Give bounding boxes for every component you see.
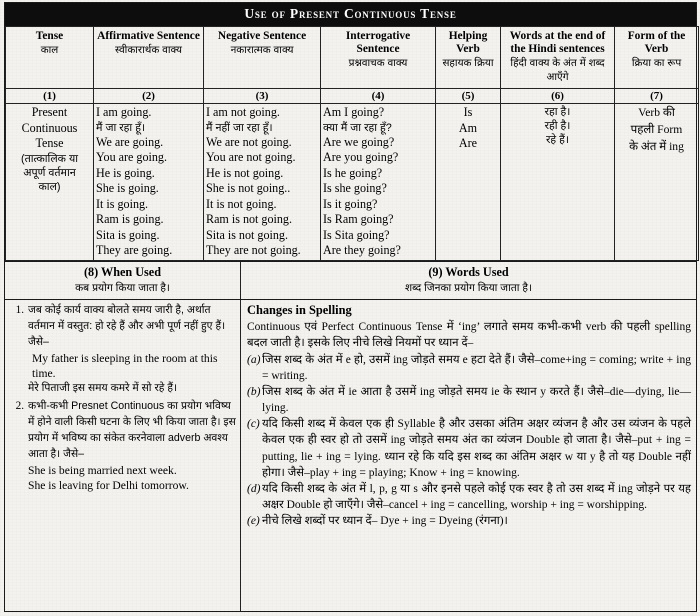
interrogative-line: Is Sita going? <box>323 227 390 242</box>
when-used-list <box>9 303 236 493</box>
tense-hi-2: अपूर्ण वर्तमान <box>23 166 76 179</box>
col-number-1: (1) <box>6 89 94 104</box>
tense-line-1: Present <box>31 105 68 120</box>
list-item-content <box>28 303 236 397</box>
when-used-title: (8) When Used <box>84 265 161 280</box>
cell-hindi-endings <box>501 104 615 261</box>
affirmative-line: Ram is going. <box>96 212 164 227</box>
affirmative-line: He is going. <box>96 165 155 180</box>
tense-line-2: Continuous <box>21 120 78 135</box>
col-number-4: (4) <box>321 89 436 104</box>
list-item-marker: 2. <box>15 400 24 413</box>
header-negative <box>204 26 321 89</box>
hindi-ending-item: रही है। <box>544 120 571 133</box>
words-used-header <box>241 262 696 299</box>
header-form-verb-en: Form of the Verb <box>627 29 686 55</box>
tense-hi-3: काल) <box>38 180 61 193</box>
header-helping-verb-en: Helping Verb <box>448 29 488 55</box>
header-affirmative-en: Affirmative Sentence <box>97 29 200 42</box>
col-number-3: (3) <box>204 89 321 104</box>
tense-table-frame <box>4 2 697 612</box>
header-interrogative-hi: प्रश्नवाचक वाक्य <box>348 58 408 70</box>
affirmative-line: We are going. <box>96 134 164 149</box>
header-words-end-hi: हिंदी वाक्य के अंत में शब्द आएँगे <box>510 58 605 84</box>
rule-marker: (c) <box>247 418 260 431</box>
interrogative-line: Are they going? <box>323 243 401 258</box>
lower-section-headers <box>5 262 696 300</box>
when-used-hi-text: कभी-कभी Presnet Continuous का प्रयोग भविष्य में होने वाली किसी घटना के लिए भी किया जाता है। इस प्रयोग में भविष्य का संकेत करनेवाला adverb अवश्य आता है। जैसे– <box>28 400 236 460</box>
lower-section <box>5 261 696 611</box>
header-affirmative <box>94 26 204 89</box>
negative-line: He is not going. <box>206 165 284 180</box>
interrogative-line: Is he going? <box>323 165 383 180</box>
words-used-panel <box>241 300 696 611</box>
affirmative-line: They are going. <box>96 243 173 258</box>
when-used-panel <box>5 300 241 611</box>
spelling-rules-list <box>247 352 691 529</box>
interrogative-line-hi: क्या मैं जा रहा हूँ? <box>323 121 392 134</box>
changes-in-spelling-title: Changes in Spelling <box>247 302 352 317</box>
table-content-row <box>6 104 699 261</box>
words-used-title: (9) Words Used <box>428 265 509 280</box>
interrogative-line: Are you going? <box>323 150 399 165</box>
affirmative-line: She is going. <box>96 181 159 196</box>
col-number-5: (5) <box>436 89 501 104</box>
list-item <box>247 481 691 513</box>
tense-grid <box>5 26 699 262</box>
negative-line: I am not going. <box>206 105 280 120</box>
when-used-title-hi: कब प्रयोग किया जाता है। <box>75 281 170 294</box>
rule-text: यदि किसी शब्द में केवल एक ही Syllable है और उसका अंतिम अक्षर व्यंजन है और उस व्यंजन के पहले केवल एक ही स्वर हो तो उसमें ing जोड़ते समय अंत का व्यंजन Double हो जाता है। जैसे–put + ing = putting, lie + ing = lying. ध्यान रहे कि यदि इस शब्द का अंतिम अक्षर w या y है तो यह Double नहीं होगा। जैसे–play + ing = playing; Know + ing = knowing. <box>262 418 691 479</box>
header-affirmative-hi: स्वीकारार्थक वाक्य <box>114 44 183 56</box>
negative-line: We are not going. <box>206 134 292 149</box>
list-item <box>9 399 236 493</box>
when-used-hi-text: जब कोई कार्य वाक्य बोलते समय जारी है, अर्थात वर्तमान में वस्तुत: हो रहे हैं और अभी पूर्ण नहीं हुए हैं। जैसे– <box>28 303 226 348</box>
lower-section-body <box>5 300 696 611</box>
negative-line: She is not going.. <box>206 181 291 196</box>
affirmative-line-hi: मैं जा रहा हूँ। <box>96 121 146 134</box>
list-item <box>247 513 691 529</box>
header-negative-hi: नकारात्मक वाक्य <box>230 44 294 56</box>
tense-hi-1: (तात्कालिक या <box>20 152 79 165</box>
negative-line: It is not going. <box>206 196 277 211</box>
list-item <box>247 384 691 416</box>
interrogative-line: Is Ram going? <box>323 212 394 227</box>
list-item-marker: 1. <box>15 303 24 316</box>
header-words-end <box>501 26 615 89</box>
verb-form-line-1: Verb की <box>638 106 675 120</box>
rule-text: यदि किसी शब्द के अंत में l, p, g या s और इनसे पहले कोई एक स्वर है तो उस शब्द में ing जोड़ने पर यह अक्षर Double हो जाएँगे। जैसे–cancel + ing = cancelling, worship + ing = worshipping. <box>262 482 691 511</box>
interrogative-line: Is it going? <box>323 196 378 211</box>
rule-marker: (d) <box>247 482 261 495</box>
header-tense-en: Tense <box>35 29 64 42</box>
when-used-example-en: She is being married next week. <box>28 463 177 477</box>
header-form-verb <box>615 26 699 89</box>
table-number-row <box>6 89 699 104</box>
rule-text: जिस शब्द के अंत में e हो, उसमें ing जोड़ते समय e हटा देते हैं। जैसे–come+ing = coming; write + ing = writing. <box>262 354 691 383</box>
table-header-row <box>6 26 699 89</box>
negative-line: You are not going. <box>206 150 296 165</box>
page-title: Use of Present Continuous Tense <box>5 3 696 26</box>
list-item <box>247 416 691 480</box>
words-used-title-hi: शब्द जिनका प्रयोग किया जाता है। <box>405 281 532 294</box>
header-words-end-en: Words at the end of the Hindi sentences <box>509 29 606 55</box>
cell-affirmative-sentences <box>94 104 204 261</box>
negative-line: Sita is not going. <box>206 227 288 242</box>
header-form-verb-hi: क्रिया का रूप <box>631 58 682 70</box>
rule-text: जिस शब्द के अंत में ie आता है उसमें ing जोड़ते समय ie के स्थान y करते हैं। जैसे–die—dying, lie—lying. <box>262 386 691 415</box>
col-number-6: (6) <box>501 89 615 104</box>
rule-marker: (a) <box>247 354 261 367</box>
rule-marker: (e) <box>247 514 260 527</box>
header-tense-hi: काल <box>40 44 59 56</box>
cell-verb-form <box>615 104 699 261</box>
interrogative-line: Am I going? <box>323 105 385 120</box>
header-tense <box>6 26 94 89</box>
rule-marker: (b) <box>247 386 261 399</box>
negative-line: They are not going. <box>206 243 301 258</box>
col-number-7: (7) <box>615 89 699 104</box>
header-helping-verb <box>436 26 501 89</box>
col-number-2: (2) <box>94 89 204 104</box>
interrogative-line: Is she going? <box>323 181 387 196</box>
header-interrogative-en: Interrogative Sentence <box>345 29 411 55</box>
affirmative-line: You are going. <box>96 150 167 165</box>
cell-negative-sentences <box>204 104 321 261</box>
changes-in-spelling-intro: Continuous एवं Perfect Continuous Tense में ‘ing’ लगाते समय कभी-कभी verb की पहली spelling बदल जाती है। इसके लिए नीचे लिखे नियमों पर ध्यान दें– <box>247 320 691 349</box>
affirmative-line: I am going. <box>96 105 152 120</box>
cell-helping-verbs <box>436 104 501 261</box>
tense-line-3: Tense <box>35 136 64 151</box>
header-interrogative <box>321 26 436 89</box>
when-used-example-en: She is leaving for Delhi tomorrow. <box>28 478 189 492</box>
rule-text: नीचे लिखे शब्दों पर ध्यान दें– Dye + ing = Dyeing (रंगना)। <box>262 514 508 527</box>
helping-verb-item: Am <box>458 120 478 135</box>
negative-line-hi: मैं नहीं जा रहा हूँ। <box>206 121 273 134</box>
negative-line: Ram is not going. <box>206 212 293 227</box>
list-item <box>9 303 236 397</box>
when-used-header <box>5 262 241 299</box>
hindi-ending-item: रहे हैं। <box>546 134 569 147</box>
hindi-ending-item: रहा है। <box>544 106 571 119</box>
verb-form-line-2: पहली Form <box>630 123 683 136</box>
affirmative-line: It is going. <box>96 196 149 211</box>
affirmative-line: Sita is going. <box>96 227 160 242</box>
header-negative-en: Negative Sentence <box>217 29 307 42</box>
helping-verb-item: Are <box>458 136 478 151</box>
list-item-content <box>28 399 236 493</box>
cell-tense-name <box>6 104 94 261</box>
verb-form-line-3: के अंत में ing <box>629 139 684 153</box>
cell-interrogative-sentences <box>321 104 436 261</box>
list-item <box>247 352 691 384</box>
when-used-example-hi: मेरे पिताजी इस समय कमरे में सो रहे हैं। <box>28 382 178 395</box>
interrogative-line: Are we going? <box>323 134 395 149</box>
helping-verb-item: Is <box>463 105 473 120</box>
when-used-example-en: My father is sleeping in the room at this time. <box>32 351 218 380</box>
header-helping-verb-hi: सहायक क्रिया <box>442 58 494 70</box>
